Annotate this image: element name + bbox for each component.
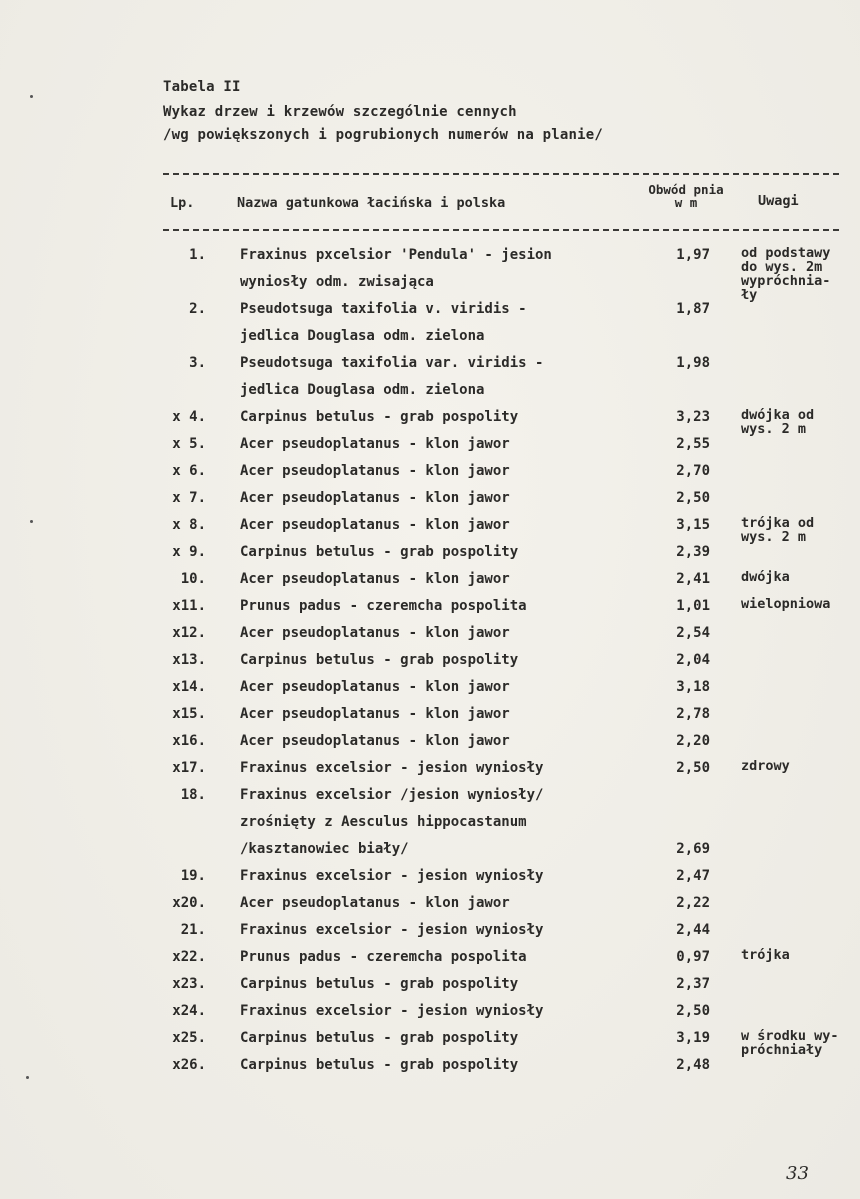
- trunk-circumference: 2,78: [676, 706, 710, 722]
- species-name: [240, 242, 552, 296]
- paper-speck: [30, 520, 33, 523]
- row-number: x24.: [172, 1003, 206, 1019]
- page-number: 33: [786, 1163, 809, 1184]
- trunk-circumference: 1,01: [676, 598, 710, 614]
- row-number: 18.: [180, 787, 206, 803]
- table-row: [0, 1052, 860, 1079]
- trunk-circumference: 2,22: [676, 895, 710, 911]
- species-name: [240, 701, 510, 728]
- column-header-circumference-line1: Obwód pnia: [648, 182, 724, 197]
- species-name-line: Acer pseudoplatanus - klon jawor: [240, 679, 510, 695]
- species-name: [240, 593, 527, 620]
- column-header-lp: Lp.: [170, 195, 195, 211]
- species-name-line: wyniosły odm. zwisająca: [240, 274, 434, 290]
- species-name: [240, 944, 527, 971]
- species-name: [240, 566, 510, 593]
- table-row: [0, 431, 860, 458]
- species-name-line: Acer pseudoplatanus - klon jawor: [240, 895, 510, 911]
- table-row: [0, 620, 860, 647]
- row-number: x13.: [172, 652, 206, 668]
- species-name-line: Acer pseudoplatanus - klon jawor: [240, 625, 510, 641]
- remarks: dwójka od wys. 2 m: [741, 407, 815, 437]
- species-name-line: Carpinus betulus - grab pospolity: [240, 1057, 519, 1073]
- species-name: [240, 647, 518, 674]
- trunk-circumference: 2,70: [676, 463, 710, 479]
- species-name-line: Carpinus betulus - grab pospolity: [240, 652, 519, 668]
- trunk-circumference: 2,50: [676, 490, 710, 506]
- row-number: x 7.: [172, 490, 206, 506]
- table-row: [0, 863, 860, 890]
- remarks: trójka od wys. 2 m: [741, 515, 815, 545]
- row-number: 2.: [189, 301, 206, 317]
- species-name: [240, 674, 510, 701]
- row-number: x14.: [172, 679, 206, 695]
- table-row: [0, 566, 860, 593]
- trunk-circumference: 2,39: [676, 544, 710, 560]
- trunk-circumference: 2,54: [676, 625, 710, 641]
- species-name-line: Fraxinus excelsior /jesion wyniosły/: [240, 787, 544, 803]
- species-name-line: Acer pseudoplatanus - klon jawor: [240, 490, 510, 506]
- row-number: 19.: [180, 868, 206, 884]
- table-row: [0, 242, 860, 303]
- row-number: 21.: [180, 922, 206, 938]
- table-row: [0, 350, 860, 404]
- table-row: [0, 512, 860, 545]
- species-name-line: Pseudotsuga taxifolia v. viridis -: [240, 301, 527, 317]
- table-row: [0, 404, 860, 437]
- species-name-line: Acer pseudoplatanus - klon jawor: [240, 517, 510, 533]
- table-row: [0, 998, 860, 1025]
- trunk-circumference: 2,69: [676, 841, 710, 857]
- species-name: [240, 350, 543, 404]
- trunk-circumference: 1,98: [676, 355, 710, 371]
- top-rule: [163, 173, 839, 175]
- table-label: Tabela II: [163, 79, 241, 95]
- trunk-circumference: 2,20: [676, 733, 710, 749]
- species-name-line: Fraxinus excelsior - jesion wyniosły: [240, 868, 544, 884]
- column-header-circumference: [632, 183, 740, 209]
- trunk-circumference: 3,18: [676, 679, 710, 695]
- row-number: x 4.: [172, 409, 206, 425]
- species-name: [240, 539, 518, 566]
- species-name: [240, 890, 510, 917]
- column-header-circumference-line2: w m: [674, 195, 698, 210]
- species-name-line: Acer pseudoplatanus - klon jawor: [240, 733, 510, 749]
- row-number: 3.: [189, 355, 206, 371]
- row-number: x16.: [172, 733, 206, 749]
- row-number: x15.: [172, 706, 206, 722]
- species-name-line: Carpinus betulus - grab pospolity: [240, 976, 519, 992]
- remarks: od podstawy do wys. 2m wypróchnia- ły: [741, 245, 831, 303]
- species-name-line: Acer pseudoplatanus - klon jawor: [240, 436, 510, 452]
- species-name-line: Pseudotsuga taxifolia var. viridis -: [240, 355, 544, 371]
- remarks: trójka: [741, 947, 790, 963]
- species-name-line: Acer pseudoplatanus - klon jawor: [240, 463, 510, 479]
- trunk-circumference: 2,41: [676, 571, 710, 587]
- table-body: [0, 242, 860, 1079]
- trunk-circumference: 2,47: [676, 868, 710, 884]
- row-number: x23.: [172, 976, 206, 992]
- row-number: 10.: [180, 571, 206, 587]
- remarks: w środku wy- próchniały: [741, 1028, 839, 1058]
- species-name-line: jedlica Douglasa odm. zielona: [240, 382, 485, 398]
- table-row: [0, 593, 860, 620]
- table-row: [0, 458, 860, 485]
- species-name: [240, 1025, 518, 1052]
- species-name: [240, 296, 527, 350]
- trunk-circumference: 2,48: [676, 1057, 710, 1073]
- trunk-circumference: 2,50: [676, 1003, 710, 1019]
- row-number: x12.: [172, 625, 206, 641]
- row-number: x17.: [172, 760, 206, 776]
- species-name: [240, 917, 543, 944]
- remarks: wielopniowa: [741, 596, 831, 612]
- row-number: 1.: [189, 247, 206, 263]
- row-number: x20.: [172, 895, 206, 911]
- table-row: [0, 674, 860, 701]
- species-name: [240, 431, 510, 458]
- table-row: [0, 755, 860, 782]
- table-title-line2: /wg powiększonych i pogrubionych numerów na planie/: [163, 127, 604, 143]
- trunk-circumference: 2,37: [676, 976, 710, 992]
- header-rule: [163, 229, 839, 231]
- species-name: [240, 485, 510, 512]
- species-name: [240, 998, 543, 1025]
- table-row: [0, 539, 860, 566]
- remarks: dwójka: [741, 569, 790, 585]
- trunk-circumference: 0,97: [676, 949, 710, 965]
- species-name-line: zrośnięty z Aesculus hippocastanum: [240, 814, 527, 830]
- row-number: x 5.: [172, 436, 206, 452]
- table-row: [0, 917, 860, 944]
- paper-speck: [30, 95, 33, 98]
- trunk-circumference: 2,44: [676, 922, 710, 938]
- species-name-line: Acer pseudoplatanus - klon jawor: [240, 706, 510, 722]
- species-name: [240, 863, 543, 890]
- species-name-line: Fraxinus pxcelsior 'Pendula' - jesion: [240, 247, 552, 263]
- species-name-line: Prunus padus - czeremcha pospolita: [240, 598, 527, 614]
- trunk-circumference: 2,04: [676, 652, 710, 668]
- trunk-circumference: 2,55: [676, 436, 710, 452]
- species-name: [240, 971, 518, 998]
- row-number: x 8.: [172, 517, 206, 533]
- species-name-line: Carpinus betulus - grab pospolity: [240, 409, 519, 425]
- species-name-line: Fraxinus excelsior - jesion wyniosły: [240, 922, 544, 938]
- species-name-line: jedlica Douglasa odm. zielona: [240, 328, 485, 344]
- row-number: x25.: [172, 1030, 206, 1046]
- trunk-circumference: 3,19: [676, 1030, 710, 1046]
- species-name: [240, 1052, 518, 1079]
- trunk-circumference: 1,87: [676, 301, 710, 317]
- table-row: [0, 1025, 860, 1058]
- species-name: [240, 620, 510, 647]
- row-number: x 6.: [172, 463, 206, 479]
- table-row: [0, 296, 860, 350]
- species-name: [240, 755, 543, 782]
- row-number: x11.: [172, 598, 206, 614]
- species-name-line: Fraxinus excelsior - jesion wyniosły: [240, 1003, 544, 1019]
- species-name-line: Carpinus betulus - grab pospolity: [240, 1030, 519, 1046]
- species-name-line: /kasztanowiec biały/: [240, 841, 409, 857]
- table-row: [0, 701, 860, 728]
- species-name-line: Fraxinus excelsior - jesion wyniosły: [240, 760, 544, 776]
- row-number: x26.: [172, 1057, 206, 1073]
- table-row: [0, 944, 860, 971]
- species-name-line: Carpinus betulus - grab pospolity: [240, 544, 519, 560]
- trunk-circumference: 1,97: [676, 247, 710, 263]
- column-header-notes: Uwagi: [758, 193, 799, 209]
- species-name: [240, 404, 518, 431]
- species-name-line: Acer pseudoplatanus - klon jawor: [240, 571, 510, 587]
- row-number: x 9.: [172, 544, 206, 560]
- species-name: [240, 458, 510, 485]
- species-name: [240, 728, 510, 755]
- table-row: [0, 485, 860, 512]
- table-row: [0, 728, 860, 755]
- species-name: [240, 512, 510, 539]
- table-row: [0, 647, 860, 674]
- table-row: [0, 782, 860, 863]
- trunk-circumference: 3,15: [676, 517, 710, 533]
- table-title-line1: Wykaz drzew i krzewów szczególnie cennych: [163, 104, 517, 120]
- species-name: [240, 782, 543, 863]
- row-number: x22.: [172, 949, 206, 965]
- trunk-circumference: 3,23: [676, 409, 710, 425]
- table-row: [0, 890, 860, 917]
- trunk-circumference: 2,50: [676, 760, 710, 776]
- column-header-name: Nazwa gatunkowa łacińska i polska: [237, 195, 506, 211]
- species-name-line: Prunus padus - czeremcha pospolita: [240, 949, 527, 965]
- paper-speck: [26, 1076, 29, 1079]
- remarks: zdrowy: [741, 758, 790, 774]
- table-row: [0, 971, 860, 998]
